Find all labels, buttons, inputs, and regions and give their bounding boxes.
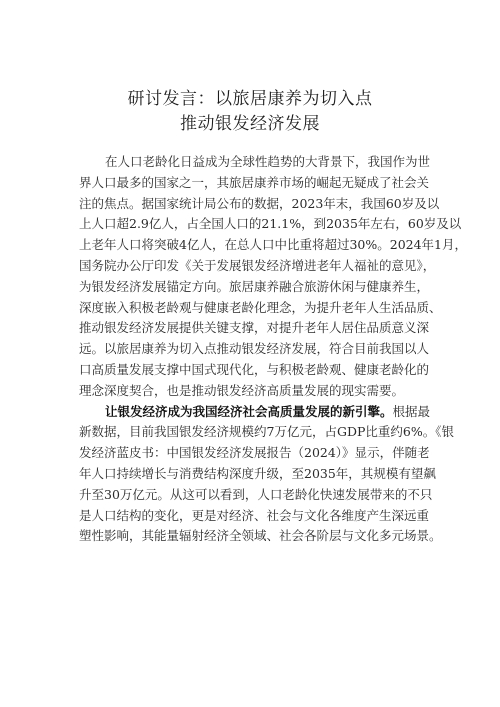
text-line: 年人口持续增长与消费结构深度升级，至2035年，其规模有望飙 bbox=[79, 465, 436, 481]
text-line bbox=[79, 402, 431, 423]
document-title-line-2: 推动银发经济发展 bbox=[180, 114, 320, 134]
text-line: 注的焦点。据国家统计局公布的数据，2023年末，我国60岁及以 bbox=[79, 195, 440, 211]
text-line: 国务院办公厅印发《关于发展银发经济增进老年人福祉的意见》， bbox=[79, 257, 436, 273]
text-line: 上老年人口将突破4亿人，在总人口中比重将超过30%。2024年1月， bbox=[79, 237, 468, 253]
lead-sentence-rest: 根据最 bbox=[392, 403, 431, 419]
text-line: 上人口超2.9亿人，占全国人口的21.1%，到2035年左右，60岁及以 bbox=[79, 216, 462, 232]
text-line: 是人口结构的变化，更是对经济、社会与文化各维度产生深远重 bbox=[79, 507, 430, 523]
text-line: 口高质量发展支撑中国式现代化，与积极老龄观、健康老龄化的 bbox=[79, 361, 430, 377]
text-line: 界人口最多的国家之一，其旅居康养市场的崛起无疑成了社会关 bbox=[79, 174, 430, 190]
text-line: 深度嵌入积极老龄观与健康老龄化理念，为提升老年人生活品质、 bbox=[79, 299, 442, 315]
text-line: 升至30万亿元。从这可以看到，人口老龄化快速发展带来的不只 bbox=[79, 486, 433, 502]
text-line: 为银发经济发展锚定方向。旅居康养融合旅游休闲与健康养生， bbox=[79, 278, 430, 294]
text-line: 塑性影响，其能量辐射经济全领域、社会各阶层与文化多元场景。 bbox=[79, 528, 442, 544]
text-line: 新数据，目前我国银发经济规模约7万亿元，占GDP比重约6%。《银 bbox=[79, 424, 454, 440]
paragraph-2 bbox=[79, 402, 454, 548]
text-line: 推动银发经济发展提供关键支撑，对提升老年人居住品质意义深 bbox=[79, 320, 430, 336]
document-body bbox=[79, 152, 468, 547]
text-line: 在人口老龄化日益成为全球性趋势的大背景下，我国作为世 bbox=[105, 154, 431, 169]
paragraph-1 bbox=[79, 152, 468, 402]
text-line: 远。以旅居康养为切入点推动银发经济发展，符合目前我国以人 bbox=[79, 341, 430, 357]
document-title-line-1: 研讨发言：以旅居康养为切入点 bbox=[127, 89, 373, 109]
text-line: 发经济蓝皮书：中国银发经济发展报告（2024）》显示，伴随老 bbox=[79, 445, 430, 461]
text-line: 理念深度契合，也是推动银发经济高质量发展的现实需要。 bbox=[79, 382, 405, 398]
bold-lead-sentence: 让银发经济成为我国经济社会高质量发展的新引擎。 bbox=[105, 403, 393, 419]
